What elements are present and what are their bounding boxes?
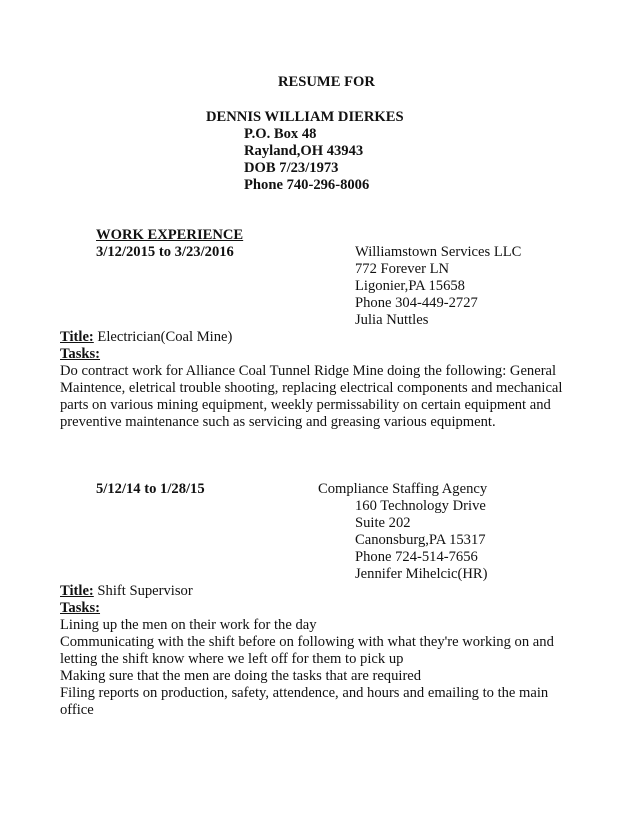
work-experience-heading: WORK EXPERIENCE xyxy=(96,227,244,243)
date-of-birth: DOB 7/23/1973 xyxy=(244,160,339,176)
job-1-employer-line: 772 Forever LN xyxy=(355,261,450,277)
job-1-employer-line: Julia Nuttles xyxy=(355,312,429,328)
job-2-title-value: Shift Supervisor xyxy=(93,583,193,599)
job-2-dates: 5/12/14 to 1/28/15 xyxy=(96,481,205,497)
job-2-task-line: Lining up the men on their work for the day xyxy=(60,617,317,633)
job-2-task-line: office xyxy=(60,702,94,718)
job-1-title-row xyxy=(60,329,232,346)
job-2-employer-line: Suite 202 xyxy=(355,515,411,531)
job-1-title-label: Title: xyxy=(60,329,94,345)
job-2-task-line: Communicating with the shift before on following with what they're working on and xyxy=(60,634,554,650)
job-1-tasks-label: Tasks: xyxy=(60,346,101,362)
job-1-task-line: Do contract work for Alliance Coal Tunnel Ridge Mine doing the following: General xyxy=(60,363,557,379)
job-2-task-line: Filing reports on production, safety, attendence, and hours and emailing to the main xyxy=(60,685,549,701)
job-2-title-row xyxy=(60,583,193,600)
job-1-employer-line: Ligonier,PA 15658 xyxy=(355,278,465,294)
job-1-tasks-text xyxy=(60,363,580,431)
job-2-title-label: Title: xyxy=(60,583,94,599)
resume-title: RESUME FOR xyxy=(278,74,375,90)
job-1-employer-line: Phone 304-449-2727 xyxy=(355,295,478,311)
job-1-task-line: preventive maintenance such as servicing and greasing various equipment. xyxy=(60,414,496,430)
job-2-employer-line: Canonsburg,PA 15317 xyxy=(355,532,486,548)
job-2-task-line: letting the shift know where we left off for them to pick up xyxy=(60,651,404,667)
job-2-employer-line: Phone 724-514-7656 xyxy=(355,549,478,565)
job-2-employer-name: Compliance Staffing Agency xyxy=(318,481,488,497)
address-po-box: P.O. Box 48 xyxy=(244,126,317,142)
job-1-title-value: Electrician(Coal Mine) xyxy=(93,329,233,345)
applicant-name: DENNIS WILLIAM DIERKES xyxy=(206,109,404,125)
address-city: Rayland,OH 43943 xyxy=(244,143,364,159)
job-2-tasks-label: Tasks: xyxy=(60,600,101,616)
phone-number: Phone 740-296-8006 xyxy=(244,177,370,193)
job-2-task-line: Making sure that the men are doing the tasks that are required xyxy=(60,668,422,684)
job-1-task-line: parts on various mining equipment, weekly permissability on certain equipment and xyxy=(60,397,551,413)
job-2-tasks-text xyxy=(60,617,580,719)
job-1-dates: 3/12/2015 to 3/23/2016 xyxy=(96,244,234,260)
job-1-employer-line: Williamstown Services LLC xyxy=(355,244,522,260)
job-2-employer-line: 160 Technology Drive xyxy=(355,498,486,514)
job-1-task-line: Maintence, eletrical trouble shooting, replacing electrical components and mechanical xyxy=(60,380,563,396)
job-2-employer-line: Jennifer Mihelcic(HR) xyxy=(355,566,488,582)
